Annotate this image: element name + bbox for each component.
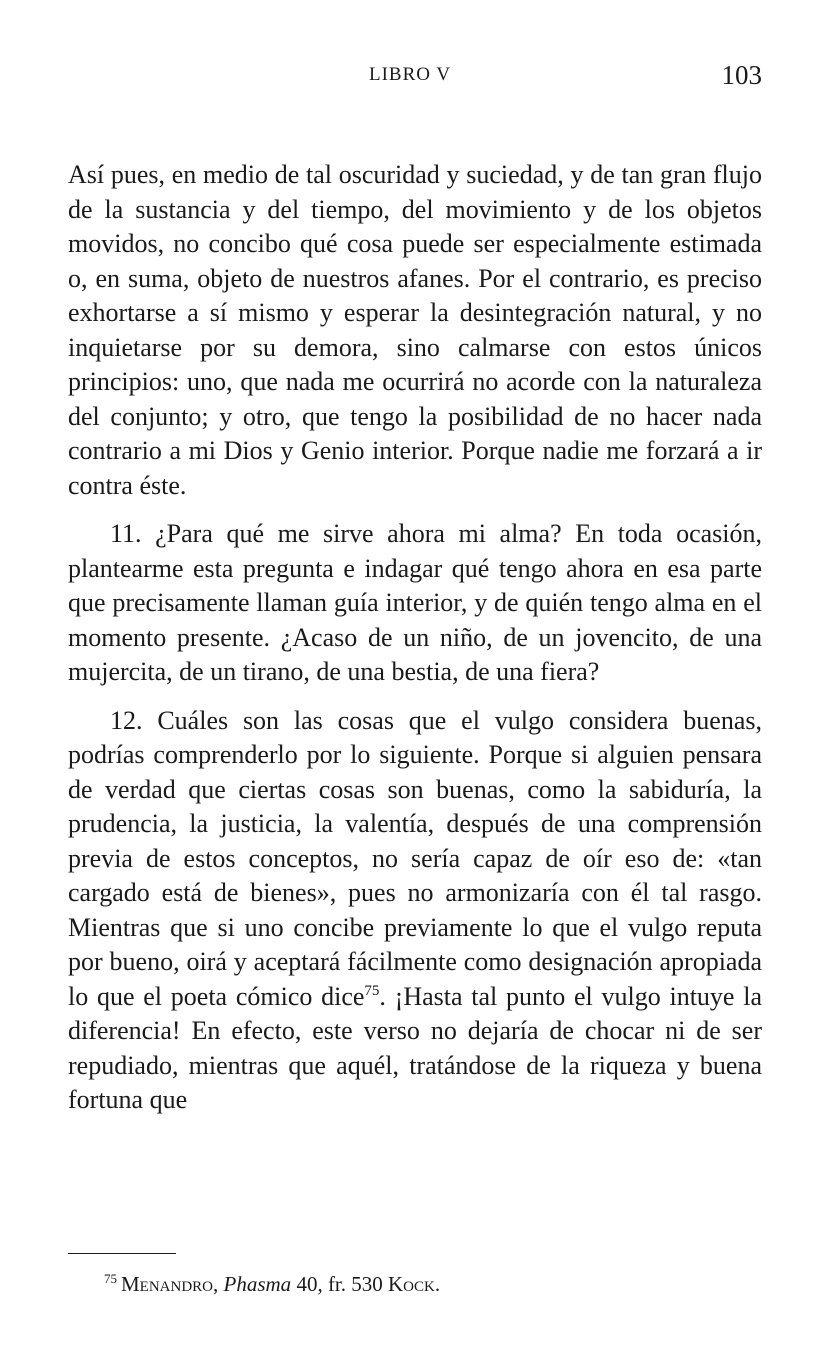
paragraph-continuation: Así pues, en medio de tal oscuridad y suciedad, y de tan gran flujo de la sustancia y del tiempo, del movimiento y de los objetos movidos, no concibo qué cosa puede ser especialmente estimada o, en suma, objeto de nuestros afanes. Por el contrario, es preciso exhortarse a sí mismo y esperar la desintegración natural, y no inquietarse por su demora, sino calmarse con estos únicos principios: uno, que nada me ocurrirá no acorde con la naturaleza del conjunto; y otro, que tengo la posibilidad de no hacer nada contrario a mi Dios y Genio interior. Porque nadie me forzará a ir contra éste.	[68, 160, 762, 500]
body-text	[68, 158, 762, 1118]
footnote-number: 75	[104, 1271, 117, 1286]
footnote-work-title: Phasma	[223, 1272, 292, 1296]
footnote-reference-text: 40, fr. 530	[291, 1272, 389, 1296]
footnote-end: .	[434, 1272, 441, 1296]
paragraph-section-12	[68, 704, 762, 1118]
paragraph-text-before-note: 12. Cuáles son las cosas que el vulgo considera buenas, podrías comprenderlo por lo siguiente. Porque si alguien pensara de verdad que ciertas cosas son buenas, como la sabiduría, la prudencia, la justicia, la valentía, después de una comprensión previa de estos conceptos, no sería capaz de oír eso de: «tan cargado está de bienes», pues no armonizaría con él tal rasgo. Mientras que si uno concibe previamente lo que el vulgo reputa por bueno, oirá y aceptará fácilmente como designación apropiada lo que el poeta cómico dice	[68, 705, 762, 1011]
footnote	[104, 1272, 440, 1297]
page-number: 103	[721, 60, 762, 90]
footnote-separator: ,	[213, 1272, 224, 1296]
footnote-author: Menandro	[121, 1272, 214, 1296]
footnote-reference[interactable]: 75	[364, 982, 380, 999]
footnote-editor: Kock	[388, 1272, 435, 1296]
paragraph-section-11: 11. ¿Para qué me sirve ahora mi alma? En toda ocasión, plantearme esta pregunta e indagar qué tengo ahora en esa parte que precisamente llaman guía interior, y de quién tengo alma en el momento presente. ¿Acaso de un niño, de un jovencito, de una mujercita, de un tirano, de una bestia, de una fiera?	[68, 519, 762, 686]
footnote-divider	[68, 1253, 176, 1254]
paragraph-text-after-note: . ¡Hasta tal punto el vulgo intuye la diferencia! En efecto, este verso no dejaría de chocar ni de ser repudiado, mientras que aquél, tratándose de la riqueza y buena fortuna que	[68, 981, 762, 1114]
running-head: LIBRO V	[369, 64, 452, 85]
